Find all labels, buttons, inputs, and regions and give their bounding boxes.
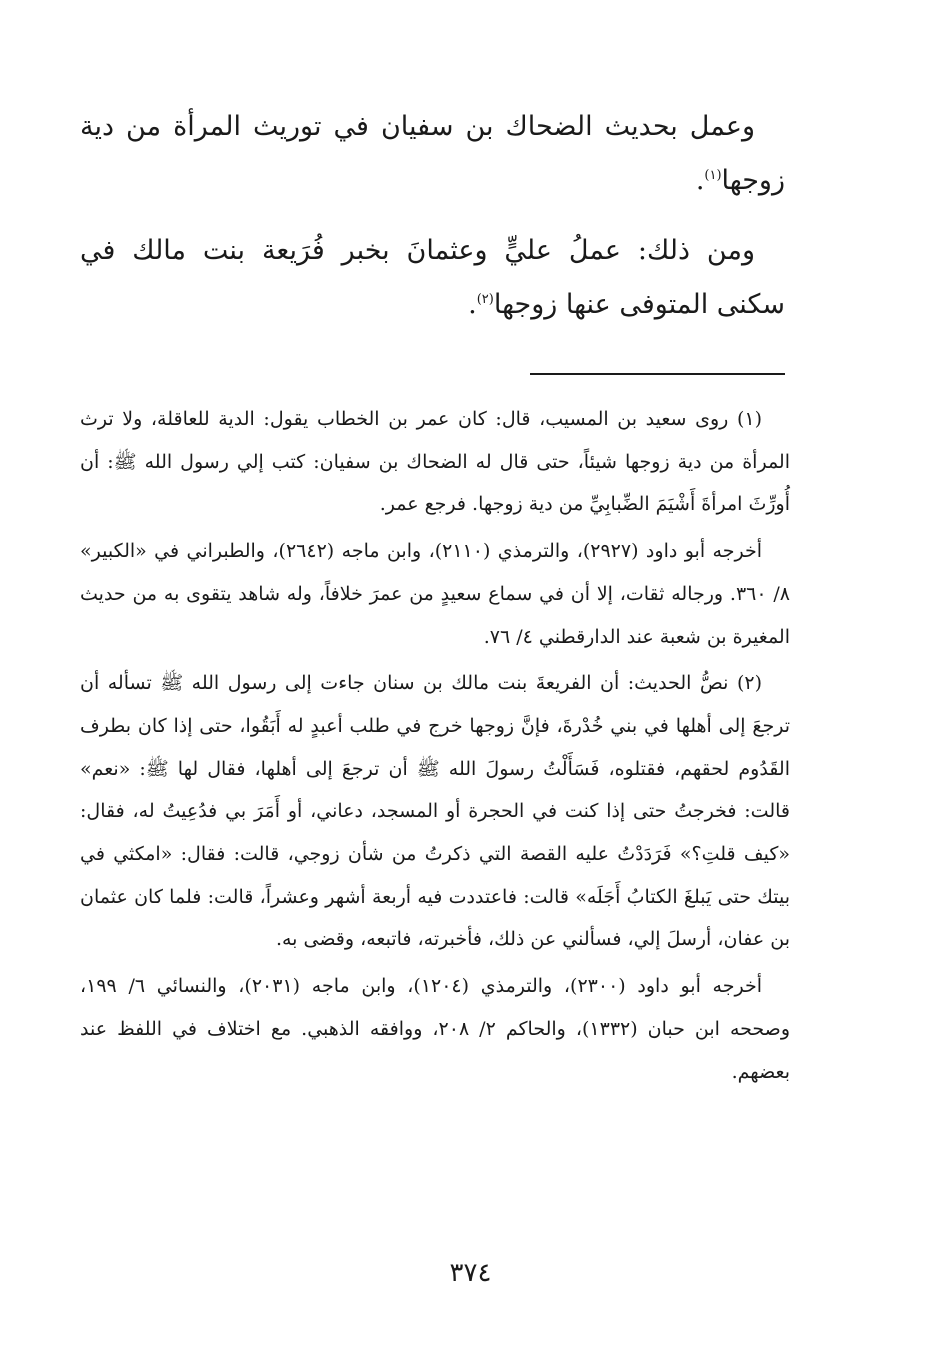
footnote-ref-1: (١) — [704, 168, 722, 183]
paragraph-tail: . — [695, 165, 705, 196]
footnote-2-sources: أخرجه أبو داود (٢٣٠٠)، والترمذي (١٢٠٤)، وابن ماجه (٢٠٣١)، والنسائي ٦/ ١٩٩، وصححه ابن حبان (١٣٣٢)، والحاكم ٢/ ٢٠٨، ووافقه الذهبي. مع اختلاف في اللفظ عند بعضهم. — [80, 975, 790, 1083]
footnote-1-sources: أخرجه أبو داود (٢٩٢٧)، والترمذي (٢١١٠)، وابن ماجه (٢٦٤٢)، والطبراني في «الكبير» ٨/ ٣٦٠. ورجاله ثقات، إلا أن في سماع سعيدٍ من عمرَ خلافاً، وله شاهد يتقوى به من حديث المغيرة بن شعبة عند الدارقطني ٤/ ٧٦. — [80, 540, 790, 648]
footnote-separator — [530, 373, 785, 375]
footnote-1: (١) روى سعيد بن المسيب، قال: كان عمر بن الخطاب يقول: الدية للعاقلة، ولا ترث المرأة من دية زوجها شيئاً، حتى قال له الضحاك بن سفيان: كتب إلي رسول الله ﷺ: أن أُورِّثَ امرأةَ أَشْيَمَ الضِّبابِيِّ من دية زوجها. فرجع عمر. — [80, 408, 790, 516]
main-paragraph-1 — [80, 100, 785, 208]
main-paragraph-2 — [80, 224, 785, 332]
main-text — [80, 100, 785, 348]
paragraph-text: وعمل بحديث الضحاك بن سفيان في توريث المرأة من دية زوجها — [80, 111, 785, 196]
footnote-2: (٢) نصُّ الحديث: أن الفريعةَ بنت مالك بن سنان جاءت إلى رسول الله ﷺ تسأله أن ترجعَ إلى أهلها في بني خُدْرةَ، فإنَّ زوجها خرج في طلب أعبدٍ له أَبَقُوا، حتى إذا كان بطرف القَدُوم لحقهم، فقتلوه، فَسَأَلْتُ رسولَ الله ﷺ أن ترجعَ إلى أهلها، فقال لها ﷺ: «نعم» قالت: فخرجتُ حتى إذا كنت في الحجرة أو المسجد، دعاني، أو أَمَرَ بي فدُعِيتُ له، فقال: «كيف قلتِ؟» فَرَدَدْتُ عليه القصة التي ذكرتُ من شأن زوجي، قالت: فقال: «امكثي في بيتك حتى يَبلغَ الكتابُ أَجَلَه» قالت: فاعتددت فيه أربعة أشهر وعشراً، قالت: فلما كان عثمان بن عفان، أرسلَ إلي، فسألني عن ذلك، فأخبرته، فاتبعه، وقضى به. — [80, 672, 790, 951]
paragraph-tail: . — [468, 289, 477, 320]
footnote-ref-2: (٢) — [476, 292, 494, 307]
paragraph-text: ومن ذلك: عملُ عليٍّ وعثمانَ بخبر فُرَيعة بنت مالك في سكنى المتوفى عنها زوجها — [80, 235, 785, 320]
footnotes — [80, 398, 790, 1097]
page-number: ٣٧٤ — [449, 1258, 492, 1288]
